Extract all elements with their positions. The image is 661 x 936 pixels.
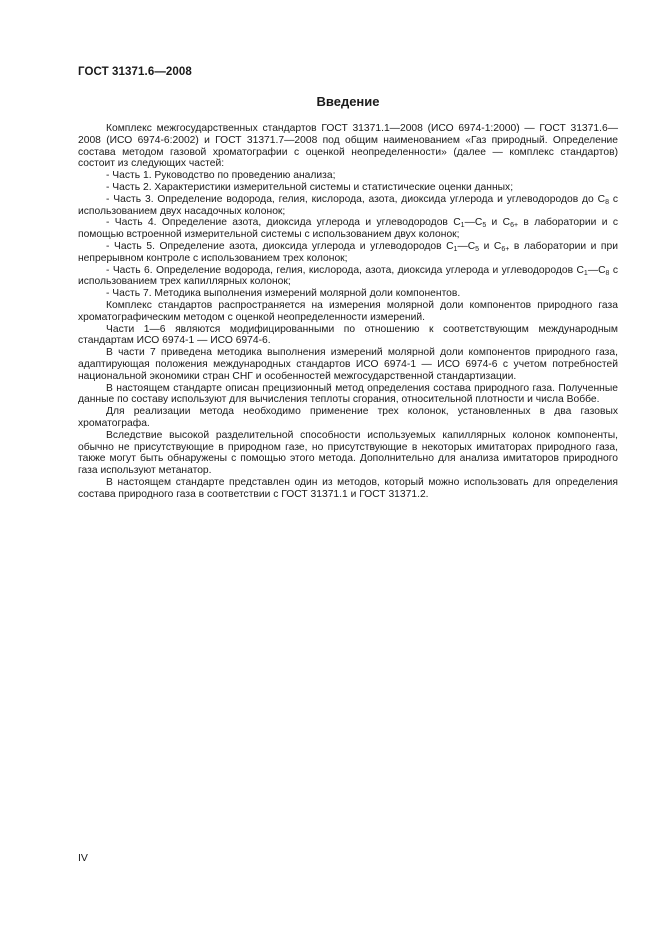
section-title: Введение — [316, 94, 380, 109]
body-paragraph: Вследствие высокой разделительной способности используемых капиллярных колонок компоненты, обычно не присутствующие в природном газе, но присутствующие в некоторых имитаторах природного газа, также могут быть обнаружены с помощью этого метода. Дополнительно для анализа имитаторов природного газа используют метанатор. — [78, 429, 618, 477]
part-item: - Часть 7. Методика выполнения измерений молярной доли компонентов. — [106, 288, 461, 300]
body-paragraph: Для реализации метода необходимо применение трех колонок, установленных в два газовых хроматографа. — [78, 406, 618, 429]
body-paragraph: Части 1—6 являются модифицированными по отношению к соответствующим международным стандартам ИСО 6974-1 — ИСО 6974-6. — [78, 323, 618, 347]
intro-paragraph: Комплекс межгосударственных стандартов ГОСТ 31371.1—2008 (ИСО 6974-1:2000) — ГОСТ 31371.6—2008 (ИСО 6974-6:2002) и ГОСТ 31371.7—2008 под общим наименованием «Газ природный. Определение состава методом газовой хроматографии с оценкой неопределенности» (далее — комплекс стандартов) состоит из следующих частей: — [78, 123, 618, 170]
body-paragraph: В настоящем стандарте представлен один из методов, который можно использовать для определения состава природного газа в соответствии с ГОСТ 31371.1 и ГОСТ 31371.2. — [78, 476, 618, 500]
body-paragraph: Комплекс стандартов распространяется на измерения молярной доли компонентов природного газа хроматографическим методом с оценкой неопределенности измерений. — [78, 299, 618, 323]
body-paragraph: В настоящем стандарте описан прецизионный метод определения состава природного газа. Полученные данные по составу используют для вычисления теплоты сгорания, относительной плотности и числа Воббе. — [78, 382, 618, 406]
part-item: - Часть 5. Определение азота, диоксида углерода и углеводородов $C_1—C_5$ и $C_{6+}$ в лаборатории и при непрерывном контроле с использованием трех колонок; — [78, 240, 618, 264]
part-item: - Часть 3. Определение водорода, гелия, кислорода, азота, диоксида углерода и углеводородов до $C_8$ с использованием двух насадочных колонок; — [78, 193, 618, 217]
part-item: - Часть 6. Определение водорода, гелия, кислорода, азота, диоксида углерода и углеводородов $C_1—C_8$ с использованием трех капиллярных колонок; — [78, 264, 618, 288]
body-paragraph: В части 7 приведена методика выполнения измерений молярной доли компонентов природного газа, адаптирующая положения международных стандартов ИСО 6974-1 — ИСО 6974-6 с учетом потребностей национальной экономики стран СНГ и особенностей межгосударственной стандартизации. — [78, 347, 618, 382]
introduction-body — [78, 123, 618, 501]
document-header: ГОСТ 31371.6—2008 — [78, 66, 192, 78]
part-item: - Часть 4. Определение азота, диоксида углерода и углеводородов $C_1—C_5$ и $C_{6+}$ в лаборатории и с помощью встроенной измерительной системы с использованием двух колонок; — [78, 217, 618, 241]
part-item: - Часть 2. Характеристики измерительной системы и статистические оценки данных; — [106, 181, 514, 193]
part-item: - Часть 1. Руководство по проведению анализа; — [106, 170, 336, 182]
page-number: IV — [78, 852, 88, 864]
